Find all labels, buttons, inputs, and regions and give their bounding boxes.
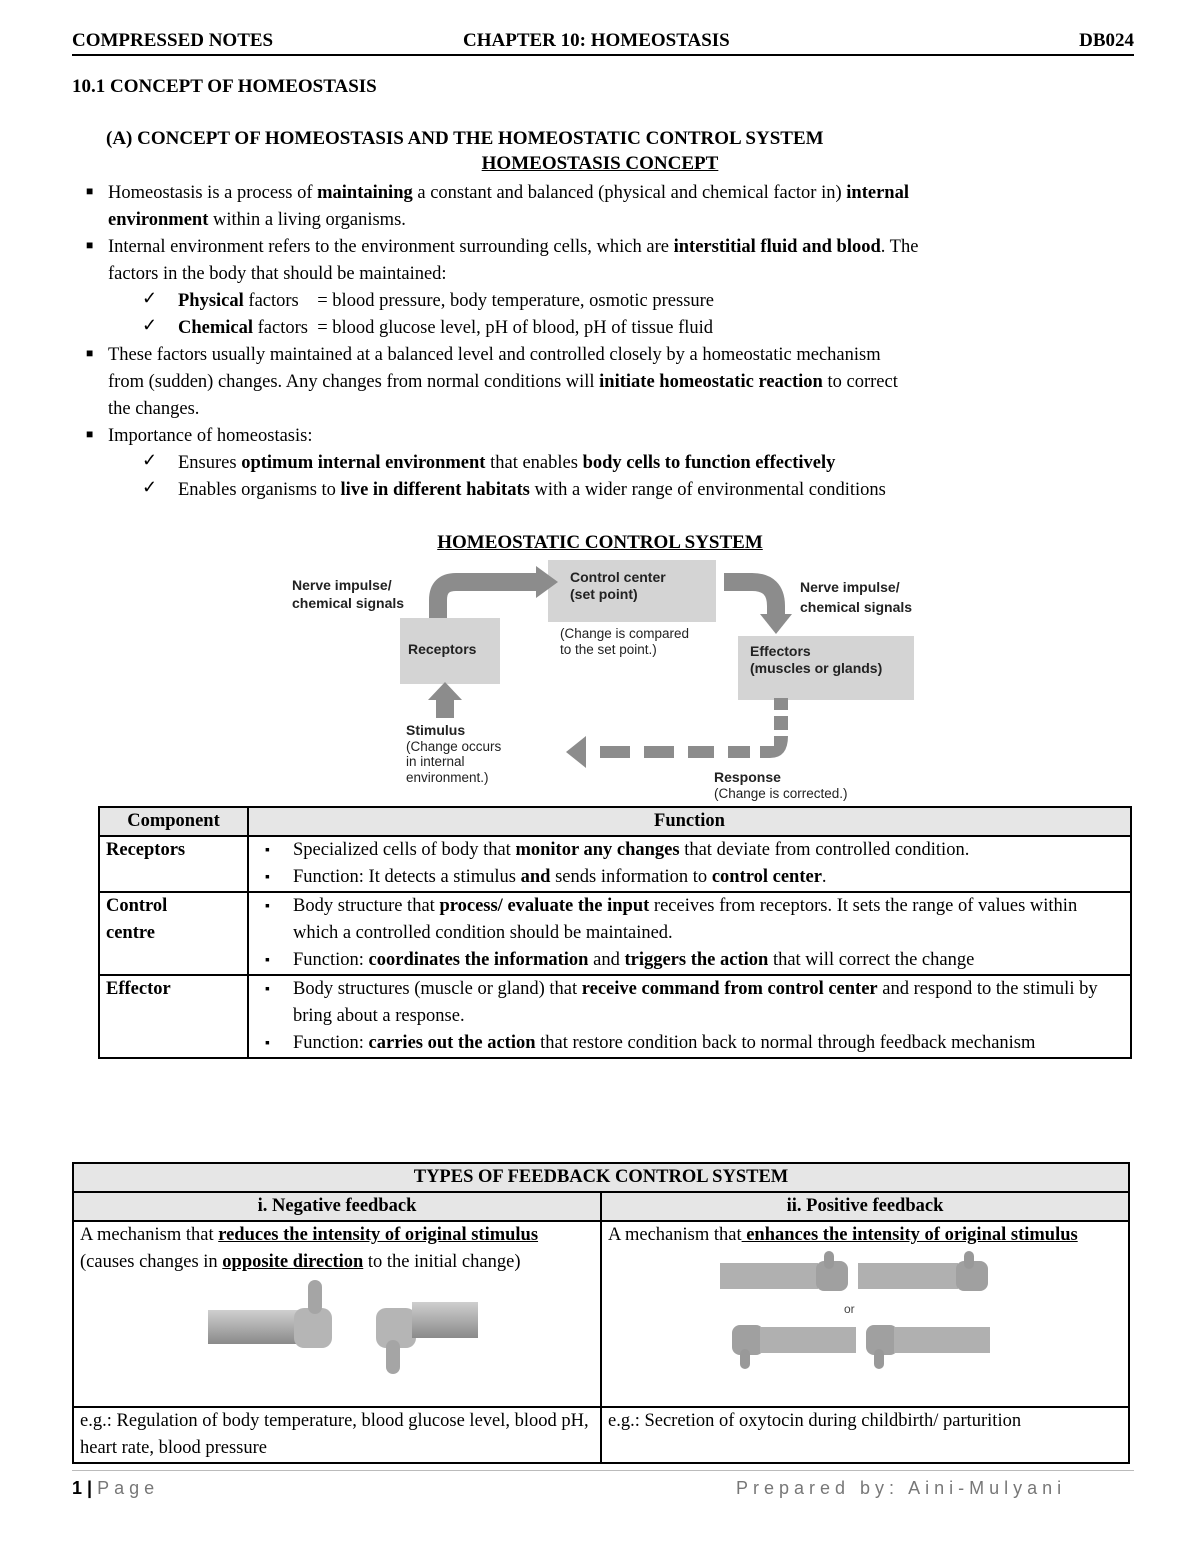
footer-page: 1 | Page: [72, 1478, 160, 1498]
checkmark-icon: ✓: [142, 477, 158, 497]
feedback-title: TYPES OF FEEDBACK CONTROL SYSTEM: [73, 1163, 1129, 1192]
subsection-title: (A) CONCEPT OF HOMEOSTASIS AND THE HOMEOSTATIC CONTROL SYSTEM: [106, 128, 824, 149]
check-optimum: Ensures optimum internal environment that enables body cells to function effectively: [178, 453, 836, 473]
homeostatic-control-diagram: [280, 560, 940, 805]
arrow-receptors-to-control: [438, 582, 538, 618]
diagram-title: HOMEOSTATIC CONTROL SYSTEM: [437, 532, 763, 553]
col-header-component: Component: [99, 807, 248, 836]
neg-header: i. Negative feedback: [73, 1192, 601, 1221]
label-stimulus-3: in internal: [406, 754, 465, 769]
arrow-control-to-effectors: [724, 582, 776, 616]
label-effectors-1: Effectors: [750, 643, 811, 659]
table-row: [99, 975, 1131, 1058]
thumb-down-icon: [740, 1349, 750, 1369]
pos-desc-cell: A mechanism that enhances the intensity of original stimulus or: [601, 1221, 1129, 1407]
thumb-up-icon: [964, 1251, 974, 1269]
label-signal-left-1: Nerve impulse/: [292, 577, 392, 593]
label-effectors-2: (muscles or glands): [750, 660, 883, 676]
list-item: ▪ Function: It detects a stimulus and sends information to control center.: [255, 864, 1124, 891]
checkmark-icon: ✓: [142, 315, 158, 335]
pos-header: ii. Positive feedback: [601, 1192, 1129, 1221]
dashed-response-arrow: [566, 698, 788, 768]
label-signal-left-2: chemical signals: [292, 595, 405, 611]
list-item: ▪ Function: coordinates the information and triggers the action that will correct the change: [255, 947, 1124, 974]
list-item: ▪ Body structures (muscle or gland) that receive command from control center and respond to the stimuli by bring about a response.: [255, 976, 1124, 1030]
or-label: or: [844, 1302, 855, 1316]
check-chemical: Chemical factors = blood glucose level, pH of blood, pH of tissue fluid: [178, 318, 714, 338]
bullet-importance: Importance of homeostasis:: [108, 426, 313, 446]
header-left: COMPRESSED NOTES: [72, 30, 274, 51]
list-item: ▪ Specialized cells of body that monitor any changes that deviate from controlled condition.: [255, 837, 1124, 864]
bullet-icon: ■: [86, 184, 94, 198]
neg-desc-cell: A mechanism that reduces the intensity of original stimulus (causes changes in opposite direction to the initial change): [73, 1221, 601, 1407]
section-title: 10.1 CONCEPT OF HOMEOSTASIS: [72, 76, 377, 97]
label-stimulus: Stimulus: [406, 722, 466, 738]
header-center: CHAPTER 10: HOMEOSTASIS: [463, 30, 730, 51]
table-row: [99, 892, 1131, 975]
check-physical: Physical factors = blood pressure, body temperature, osmotic pressure: [178, 291, 715, 311]
thumb-up-icon: [824, 1251, 834, 1269]
label-response: Response: [714, 769, 781, 785]
component-receptors: Receptors: [106, 840, 186, 860]
bullet-icon: ■: [86, 346, 94, 360]
component-table: [98, 806, 1132, 1059]
col-header-function: Function: [248, 807, 1131, 836]
list-item: ▪ Body structure that process/ evaluate the input receives from receptors. It sets the range of values within which a controlled condition should be maintained.: [255, 893, 1124, 947]
list-item: ▪ Function: carries out the action that restore condition back to normal through feedback mechanism: [255, 1030, 1124, 1057]
label-compare-1: (Change is compared: [560, 626, 690, 641]
component-effector: Effector: [106, 979, 171, 999]
arrow-stimulus-up: [436, 698, 454, 718]
thumbs-illustration: [720, 1251, 1000, 1371]
pos-example: e.g.: Secretion of oxytocin during childbirth/ parturition: [601, 1407, 1129, 1463]
bullet-factors: These factors usually maintained at a balanced level and controlled closely by a homeostatic mechanism from (sudden) changes. Any changes from normal conditions will initiate homeostatic reaction to correct the changes.: [108, 345, 898, 419]
bullet-icon: ■: [86, 238, 94, 252]
checkmark-icon: ✓: [142, 450, 158, 470]
table-row: [99, 836, 1131, 892]
thumb-down-icon: [874, 1349, 884, 1369]
label-stimulus-2: (Change occurs: [406, 739, 502, 754]
label-signal-right-2: chemical signals: [800, 599, 913, 615]
footer-prepared: Prepared by: Aini-Mulyani: [736, 1478, 1067, 1498]
checkmark-icon: ✓: [142, 288, 158, 308]
page-header: [72, 30, 1134, 56]
bullet-icon: ■: [86, 427, 94, 441]
neg-example: e.g.: Regulation of body temperature, blood glucose level, blood pH, heart rate, blood pressure: [73, 1407, 601, 1463]
component-control-1: Control: [106, 896, 168, 916]
label-compare-2: to the set point.): [560, 642, 657, 657]
bullet-homeostasis-def: Homeostasis is a process of maintaining a constant and balanced (physical and chemical factor in) internal environment within a living organisms.: [108, 183, 909, 230]
thumb-up-icon: [308, 1280, 322, 1314]
bullet-internal-env: Internal environment refers to the environment surrounding cells, which are interstitial fluid and blood. The factors in the body that should be maintained:: [108, 237, 919, 284]
label-receptors: Receptors: [408, 641, 477, 657]
component-control-2: centre: [106, 923, 155, 943]
header-right: DB024: [1079, 30, 1134, 51]
footer-divider: [72, 1470, 1134, 1471]
thumb-down-icon: [386, 1340, 400, 1374]
label-signal-right-1: Nerve impulse/: [800, 579, 900, 595]
label-stimulus-4: environment.): [406, 770, 489, 785]
label-control-2: (set point): [570, 586, 638, 602]
thumbs-up-down-illustration: [208, 1278, 478, 1376]
check-habitats: Enables organisms to live in different habitats with a wider range of environmental conditions: [178, 480, 886, 500]
label-response-2: (Change is corrected.): [714, 786, 848, 801]
concept-heading: HOMEOSTASIS CONCEPT: [481, 153, 719, 174]
feedback-table: [72, 1162, 1130, 1464]
label-control-1: Control center: [570, 569, 666, 585]
